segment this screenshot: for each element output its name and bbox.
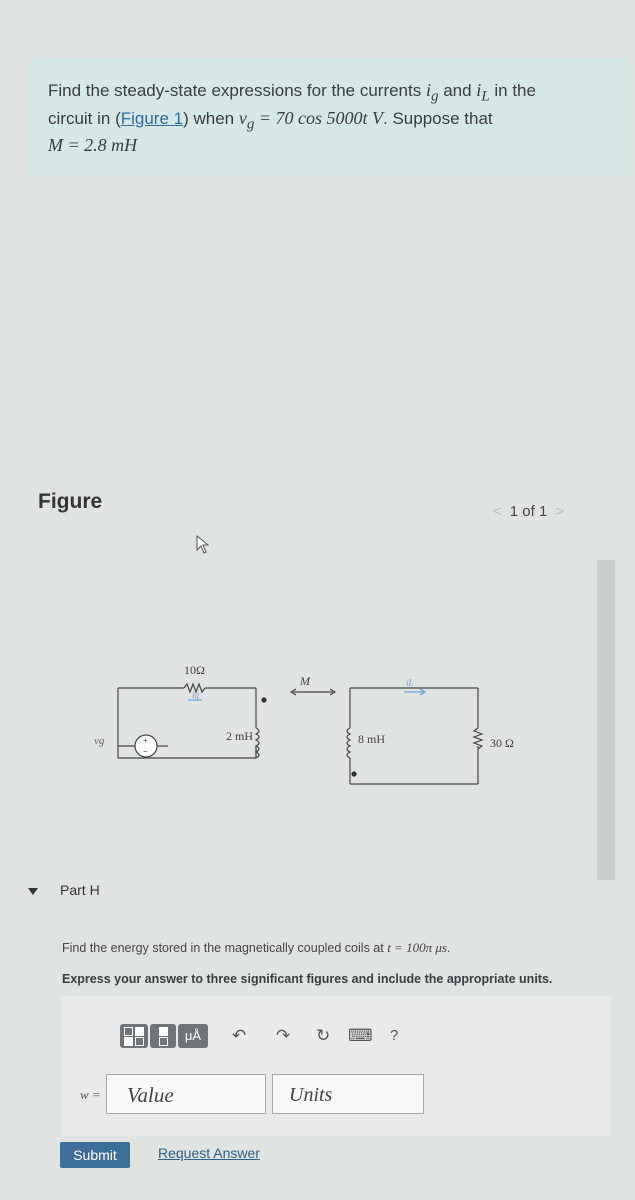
problem-line-3: M = 2.8 mH	[48, 135, 138, 156]
redo-icon[interactable]: ↷	[276, 1026, 291, 1045]
dot-l1	[261, 697, 266, 702]
figure-link[interactable]: Figure 1	[120, 108, 184, 128]
mutual-label: M	[300, 674, 310, 688]
problem-line-2: circuit in (Figure 1) when $v_g = 70$ cos 5000t V. Suppose that	[48, 107, 493, 133]
units-input[interactable]: Units	[272, 1074, 424, 1114]
pager-text: 1 of 1	[509, 503, 548, 520]
l2-label: 8 mH	[358, 732, 385, 746]
templates-button[interactable]	[120, 1024, 148, 1048]
l1-label: 2 mH	[226, 729, 253, 743]
problem-statement	[30, 58, 630, 176]
part-label: Part H	[60, 882, 100, 898]
value-input[interactable]: Value	[106, 1074, 266, 1114]
answer-area	[62, 996, 610, 1136]
il-label: iL	[406, 678, 414, 688]
part-h-header[interactable]	[28, 882, 100, 898]
plus-sign: +	[143, 736, 148, 745]
r1-label: 10Ω	[184, 663, 205, 677]
part-instruction: Express your answer to three significant figures and include the appropriate units.	[62, 972, 553, 986]
dot-l2	[351, 771, 356, 776]
part-question: Find the energy stored in the magnetically coupled coils at t = 100π μs.	[62, 940, 451, 955]
circuit-diagram	[88, 540, 588, 840]
minus-sign: −	[143, 747, 148, 756]
units-symbol-button[interactable]: μÅ	[178, 1024, 208, 1048]
reset-icon[interactable]: ↻	[316, 1026, 331, 1045]
fraction-template-button[interactable]	[150, 1024, 176, 1048]
submit-button[interactable]: Submit	[60, 1142, 130, 1168]
problem-line-1: Find the steady-state expressions for the currents $i_g$ and $i_L$ in the	[48, 80, 536, 105]
figure-scrollbar[interactable]	[597, 560, 615, 880]
answer-variable-label: w =	[80, 1087, 101, 1102]
ig-label: ig	[192, 690, 200, 700]
figure-heading: Figure	[38, 490, 103, 513]
next-figure-icon[interactable]: >	[555, 503, 565, 520]
undo-icon[interactable]: ↶	[232, 1026, 247, 1045]
prev-figure-icon[interactable]: <	[493, 503, 502, 520]
help-icon[interactable]: ?	[390, 1027, 399, 1044]
request-answer-link[interactable]: Request Answer	[158, 1145, 260, 1161]
vg-label: vg	[94, 735, 105, 747]
keyboard-icon[interactable]: ⌨	[348, 1026, 373, 1045]
r2-label: 30 Ω	[490, 736, 514, 750]
collapse-triangle-icon[interactable]	[28, 888, 38, 895]
figure-pager	[485, 503, 572, 520]
